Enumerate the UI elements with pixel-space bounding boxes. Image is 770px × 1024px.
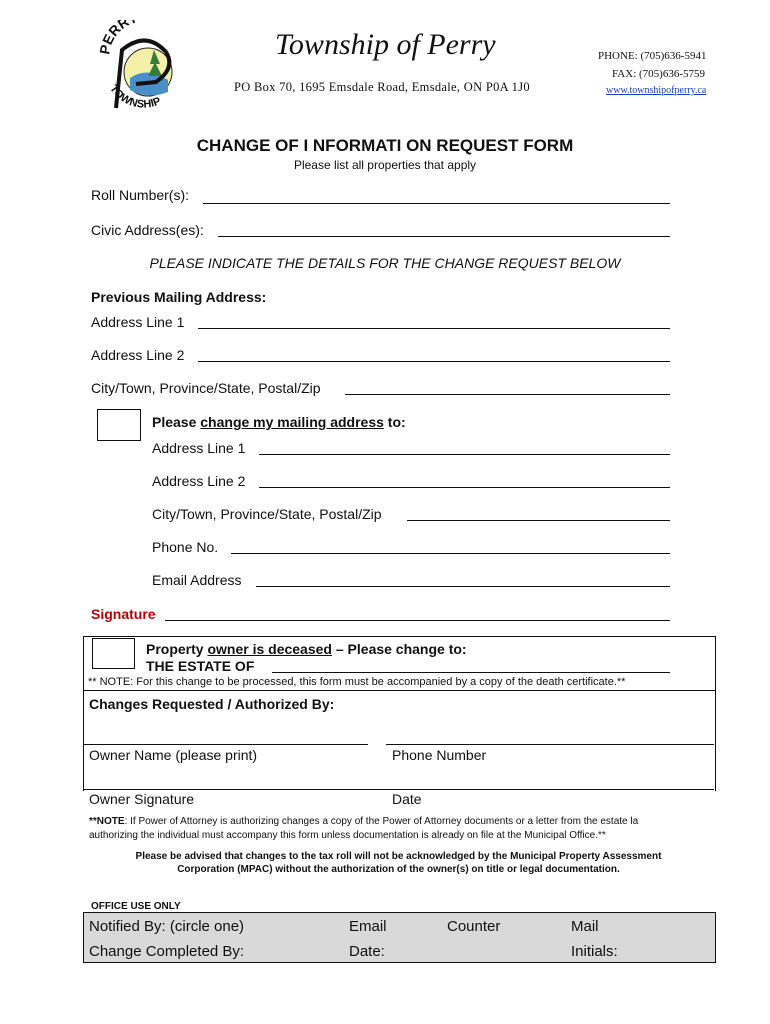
signature-label: Signature [91,606,156,622]
owner-signature-label: Owner Signature [89,791,195,807]
phone-number-field[interactable] [386,744,714,745]
change-address-heading [152,414,406,430]
phone-number-label: Phone Number [392,747,487,763]
poa-note-line1 [89,815,714,829]
logo-top-text: PERR [96,20,132,56]
roll-number-label: Roll Number(s): [91,187,190,203]
office-initials-label: Initials: [571,943,618,960]
prev-address-line2-label: Address Line 2 [91,347,185,363]
phone-no-label: Phone No. [152,539,219,555]
authorization-heading: Changes Requested / Authorized By: [89,696,335,712]
svg-text:PERRY [96,20,140,56]
notified-email-option[interactable]: Email [349,918,387,935]
date-label: Date [392,791,422,807]
township-address: PO Box 70, 1695 Emsdale Road, Emsdale, ON P0A 1J0 [234,80,530,94]
office-use-heading: OFFICE USE ONLY [91,901,181,912]
perry-logo-icon [96,20,192,112]
change-address-checkbox[interactable] [97,409,141,441]
owner-signature-field[interactable] [84,789,714,790]
prev-address-line1-label: Address Line 1 [91,314,185,330]
phone-text: PHONE: (705)636-5941 [598,50,707,62]
poa-note [89,815,714,843]
previous-address-heading: Previous Mailing Address: [91,289,267,305]
email-address-label: Email Address [152,572,242,588]
email-address-field[interactable] [256,586,670,587]
poa-note-line2: authorizing the individual must accompany this form unless documentation is already on file at the Municipal Office.** [89,830,606,841]
deceased-underlined: owner is deceased [207,641,332,657]
deceased-post: – Please change to: [331,641,467,657]
poa-note-text1: : If Power of Attorney is authorizing changes a copy of the Power of Attorney documents or a letter from the estate la [124,816,639,827]
fax-text: FAX: (705)636-5759 [612,68,705,80]
change-completed-label: Change Completed By: [89,943,245,960]
poa-note-bold: **NOTE [89,816,125,827]
prev-city-label: City/Town, Province/State, Postal/Zip [91,380,321,396]
notified-mail-option[interactable]: Mail [571,918,599,935]
mpac-advisory-line1: Please be advised that changes to the tax roll will not be acknowledged by the Municipal Property Assessment [135,851,662,862]
website-link[interactable]: www.townshipofperry.ca [606,85,707,96]
phone-no-field[interactable] [231,553,670,554]
new-address-line2-label: Address Line 2 [152,473,246,489]
new-city-field[interactable] [407,520,670,521]
prev-city-field[interactable] [345,394,670,395]
form-subtitle: Please list all properties that apply [293,158,477,172]
office-date-label: Date: [349,943,385,960]
change-address-post: to: [383,414,406,430]
instruction-text: PLEASE INDICATE THE DETAILS FOR THE CHANGE REQUEST BELOW [149,255,621,271]
change-address-pre: Please [152,414,201,430]
mpac-advisory [83,850,714,876]
owner-name-field[interactable] [84,744,368,745]
new-city-label: City/Town, Province/State, Postal/Zip [152,506,382,522]
page-title: Township of Perry [275,28,496,61]
roll-number-field[interactable] [203,203,670,204]
deceased-checkbox[interactable] [92,638,135,669]
prev-address-line1-field[interactable] [198,328,670,329]
change-address-underlined: change my mailing address [200,414,384,430]
notified-counter-option[interactable]: Counter [447,918,501,935]
new-address-line1-field[interactable] [259,454,670,455]
new-address-line2-field[interactable] [259,487,670,488]
form-title: CHANGE OF I NFORMATI ON REQUEST FORM [196,136,574,155]
new-address-line1-label: Address Line 1 [152,440,246,456]
deceased-pre: Property [146,641,208,657]
signature-field[interactable] [165,620,670,621]
estate-of-field[interactable] [272,672,670,673]
mpac-advisory-line2: Corporation (MPAC) without the authorization of the owner(s) on title or legal documentation. [177,864,620,875]
civic-address-label: Civic Address(es): [91,222,204,238]
township-logo [96,20,192,112]
civic-address-field[interactable] [218,236,670,237]
deceased-heading [146,641,467,657]
estate-of-label: THE ESTATE OF [146,658,255,674]
logo-bottom-text: TOWNSHIP [107,82,163,111]
notified-by-label: Notified By: (circle one) [89,918,245,935]
death-certificate-note: ** NOTE: For this change to be processed, this form must be accompanied by a copy of the death certificate.** [88,676,626,688]
prev-address-line2-field[interactable] [198,361,670,362]
owner-name-label: Owner Name (please print) [89,747,258,763]
